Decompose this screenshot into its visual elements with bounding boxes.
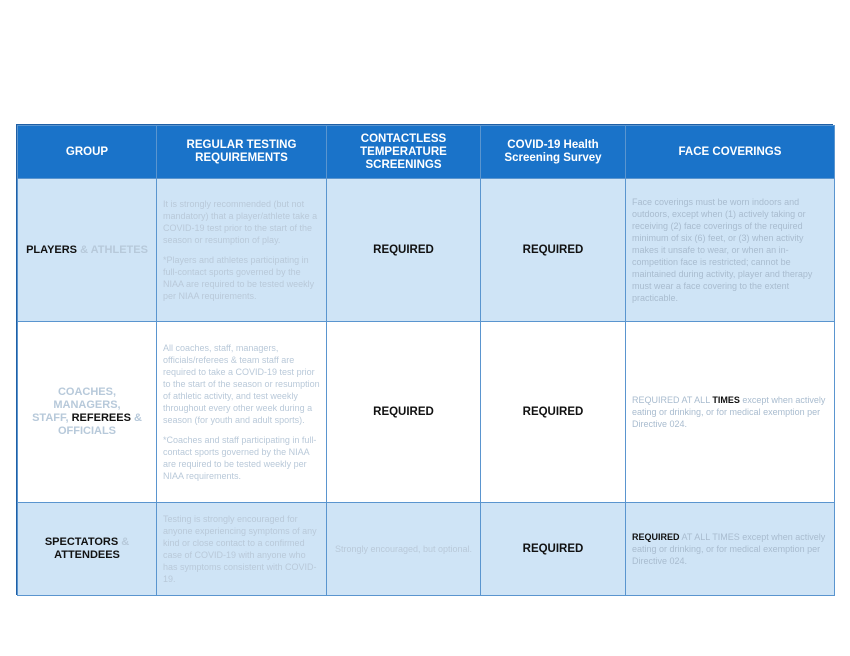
group-label-faded: &	[130, 412, 142, 424]
temperature-cell: REQUIRED	[327, 179, 481, 322]
testing-note: *Coaches and staff participating in full-contact sports governed by the NIAA are required to be tested weekly per NIAA requirements.	[163, 435, 317, 481]
group-cell	[18, 503, 157, 596]
testing-note: *Players and athletes participating in full-contact sports governed by the NIAA are required to be tested weekly per NIAA requirements.	[163, 255, 315, 301]
testing-cell: Testing is strongly encouraged for anyone experiencing symptoms of any kind or close contact to a confirmed case of COVID-19 with anyone who has symptoms consistent with COVID-19.	[157, 503, 327, 596]
face-covering-cell: Face coverings must be worn indoors and outdoors, except when (1) actively taking or receiving (2) face coverings of the required minimum of six (6) feet, or (3) when activity makes it unsafe to wear, or when an in-competition face is restricted; cannot be maintained during activity, player and therapy must wear a face covering to the extent practicable.	[626, 179, 835, 322]
header-face-coverings: FACE COVERINGS	[626, 126, 835, 179]
group-label-bold: PLAYERS	[26, 243, 78, 256]
group-label-bold: ATTENDEES	[54, 549, 120, 561]
group-label-faded: & ATHLETES	[77, 243, 148, 256]
face-rest: AT ALL TIMES except when actively eating or drinking, or for medical exemption per Directive 024.	[632, 532, 826, 566]
header-group: GROUP	[18, 126, 157, 179]
testing-cell	[157, 179, 327, 322]
group-label-faded: STAFF,	[32, 412, 72, 424]
header-temperature: CONTACTLESS TEMPERATURE SCREENINGS	[327, 126, 481, 179]
group-cell	[18, 179, 157, 322]
survey-cell: REQUIRED	[481, 503, 626, 596]
header-regular-testing: REGULAR TESTING REQUIREMENTS	[157, 126, 327, 179]
face-rest: except when actively eating or drinking, or for medical exemption per Directive 024.	[632, 395, 826, 429]
testing-cell	[157, 322, 327, 503]
face-lead: REQUIRED AT ALL	[632, 395, 713, 405]
header-survey: COVID-19 Health Screening Survey	[481, 126, 626, 179]
covid-requirements-table	[16, 124, 833, 595]
table-row-coaches	[18, 322, 835, 503]
survey-cell: REQUIRED	[481, 179, 626, 322]
face-bold: REQUIRED	[632, 532, 680, 542]
testing-paragraph: All coaches, staff, managers, officials/referees & team staff are required to take a COVID-19 test prior to the start of the season or resumption of athletic activity, and test weekly throughout every other week during a season (for youth and adult sports).	[163, 343, 320, 425]
face-bold: TIMES	[712, 395, 740, 405]
header-row	[18, 126, 835, 179]
group-label-faded: OFFICIALS	[57, 425, 117, 437]
face-covering-cell	[626, 503, 835, 596]
table-row-players	[18, 179, 835, 322]
group-label-faded: &	[118, 536, 130, 548]
face-covering-cell	[626, 322, 835, 503]
temperature-cell: Strongly encouraged, but optional.	[327, 503, 481, 596]
table-row-spectators	[18, 503, 835, 596]
testing-paragraph: It is strongly recommended (but not mandatory) that a player/athlete take a COVID-19 test prior to the start of the season or resumption of play.	[163, 199, 318, 245]
group-label-bold: SPECTATORS	[44, 536, 119, 548]
survey-cell: REQUIRED	[481, 322, 626, 503]
requirements-table	[17, 125, 835, 596]
group-label-faded: COACHES, MANAGERS,	[53, 386, 121, 411]
group-cell	[18, 322, 157, 503]
temperature-cell: REQUIRED	[327, 322, 481, 503]
group-label-bold: REFEREES	[71, 412, 131, 424]
